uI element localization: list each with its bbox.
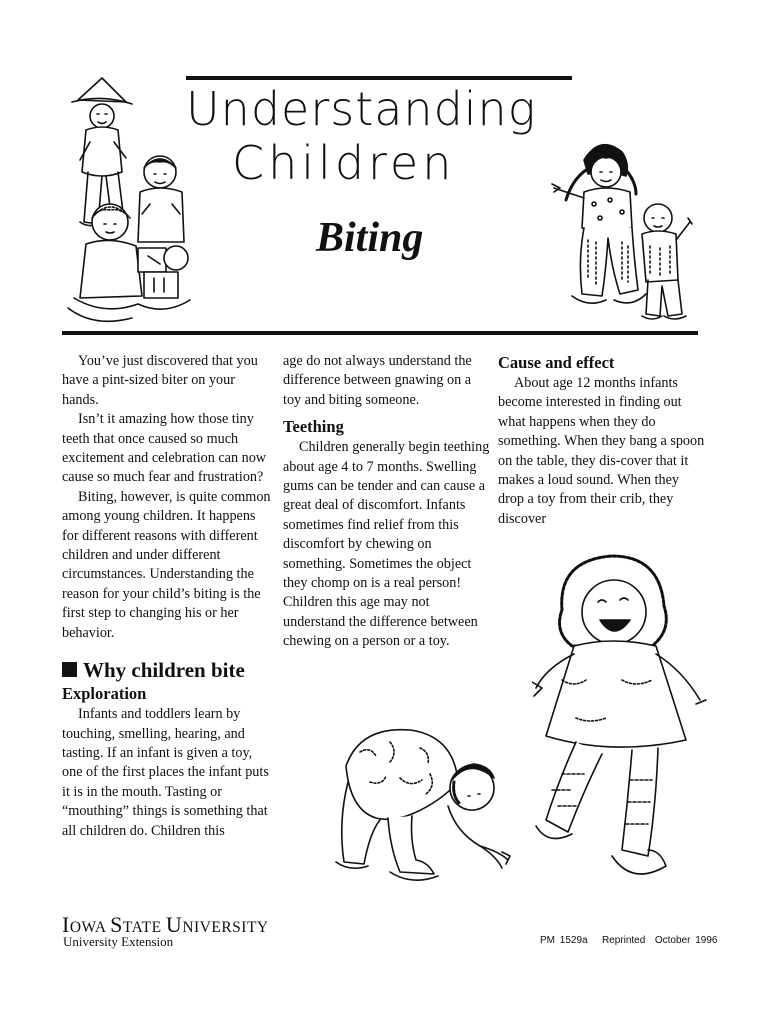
- col3-paragraph-1: About age 12 months infants become interested in finding out what happens when they do something. When they bang a spoon on the table, they dis-cover that it makes a loud sound. When they drop a toy from their crib, they discover: [498, 375, 705, 527]
- column-2: [283, 352, 491, 652]
- reprinted-label: Reprinted: [601, 935, 646, 946]
- publication-info: [540, 935, 717, 946]
- heading-exploration: Exploration: [62, 684, 147, 704]
- reprint-date: October 1996: [654, 935, 718, 946]
- title-line-2: Children: [232, 136, 456, 190]
- column-3: [498, 352, 708, 529]
- pm-number: PM 1529a: [540, 935, 588, 946]
- children-group-illustration-icon: [64, 72, 196, 328]
- column-1: [62, 352, 274, 841]
- header-rule-bottom: [62, 331, 698, 335]
- col1-paragraph-1: You’ve just discovered that you have a pint-sized biter on your hands.: [62, 353, 258, 408]
- heading-teething: Teething: [283, 417, 344, 437]
- col1-paragraph-3: Biting, however, is quite common among young children. It happens for different reasons with different children and under different circumstances. Understanding the reason for your child’s biting is the first step to changing his or her behavior.: [62, 488, 271, 641]
- square-bullet-icon: [62, 662, 77, 677]
- subtitle: Biting: [316, 215, 424, 261]
- col1-paragraph-2: Isn’t it amazing how those tiny teeth that once caused so much excitement and celebration can now cause so much fear and frustration?: [62, 411, 267, 486]
- col1-paragraph-4: Infants and toddlers learn by touching, smelling, hearing, and tasting. If an infant is given a toy, one of the first places the infant puts it is in the mouth. Tasting or “mouthing” things is something that all children do. Children this: [62, 706, 269, 839]
- university-extension-label: University Extension: [63, 934, 174, 949]
- col2-paragraph-1: age do not always understand the difference between gnawing on a toy and biting someone.: [283, 353, 472, 408]
- header-rule-top: [186, 76, 572, 80]
- heading-why-children-bite: Why children bite: [62, 657, 274, 683]
- heading-cause-and-effect: Cause and effect: [498, 353, 615, 372]
- iowa-state-university-wordmark: IOWA STATE UNIVERSITY: [62, 912, 269, 937]
- girl-and-baby-illustration-icon: [548, 130, 698, 328]
- laughing-girl-illustration-icon: [532, 550, 710, 890]
- crawling-toddler-illustration-icon: [330, 722, 520, 890]
- title-line-1: Understanding: [186, 82, 537, 136]
- col2-paragraph-2: Children generally begin teething about age 4 to 7 months. Swelling gums can be tender and can cause a great deal of discomfort. Infants sometimes find relief from this discomfort by chewing on something. Sometimes the object they chomp on is a real person! Children this age may not understand the difference between chewing on a person or a toy.: [283, 439, 490, 650]
